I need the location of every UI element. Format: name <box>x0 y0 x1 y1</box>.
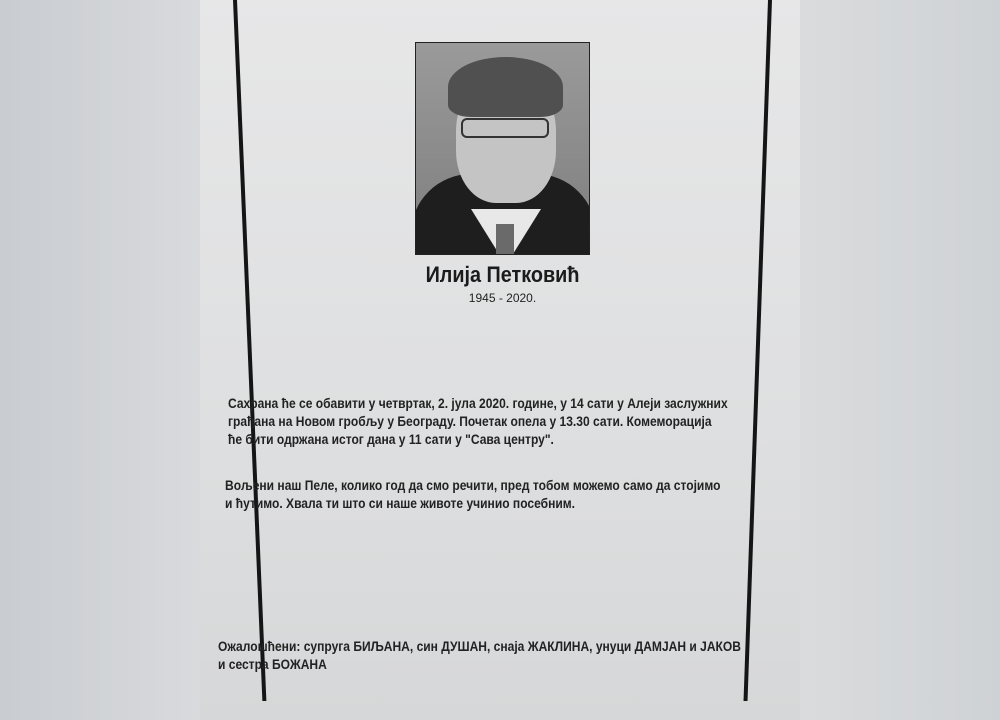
text-line: ће бити одржана истог дана у 11 сати у "Сава центру". <box>228 431 554 447</box>
mourners-list <box>218 637 741 673</box>
text-line: и ћутимо. Хвала ти што си наше животе учинио посебним. <box>225 495 576 511</box>
deceased-name: Илија Петковић <box>425 262 580 287</box>
text-line: Вољени наш Пеле, колико год да смо речити, пред тобом можемо само да стојимо <box>225 477 721 493</box>
funeral-details <box>228 394 728 448</box>
text-line: грађана на Новом гробљу у Београду. Почетак опела у 13.30 сати. Комеморација <box>228 413 712 429</box>
portrait-photo <box>415 42 590 255</box>
text-line: и сестра БОЖАНА <box>218 656 327 672</box>
text-line: Сахрана ће се обавити у четвртак, 2. јула 2020. године, у 14 сати у Алеји заслужних <box>228 395 728 411</box>
farewell-message <box>225 476 720 512</box>
text-line: Ожалошћени: супруга БИЉАНА, син ДУШАН, снаја ЖАКЛИНА, унуци ДАМЈАН и ЈАКОВ <box>218 638 741 654</box>
life-years: 1945 - 2020. <box>468 291 537 305</box>
